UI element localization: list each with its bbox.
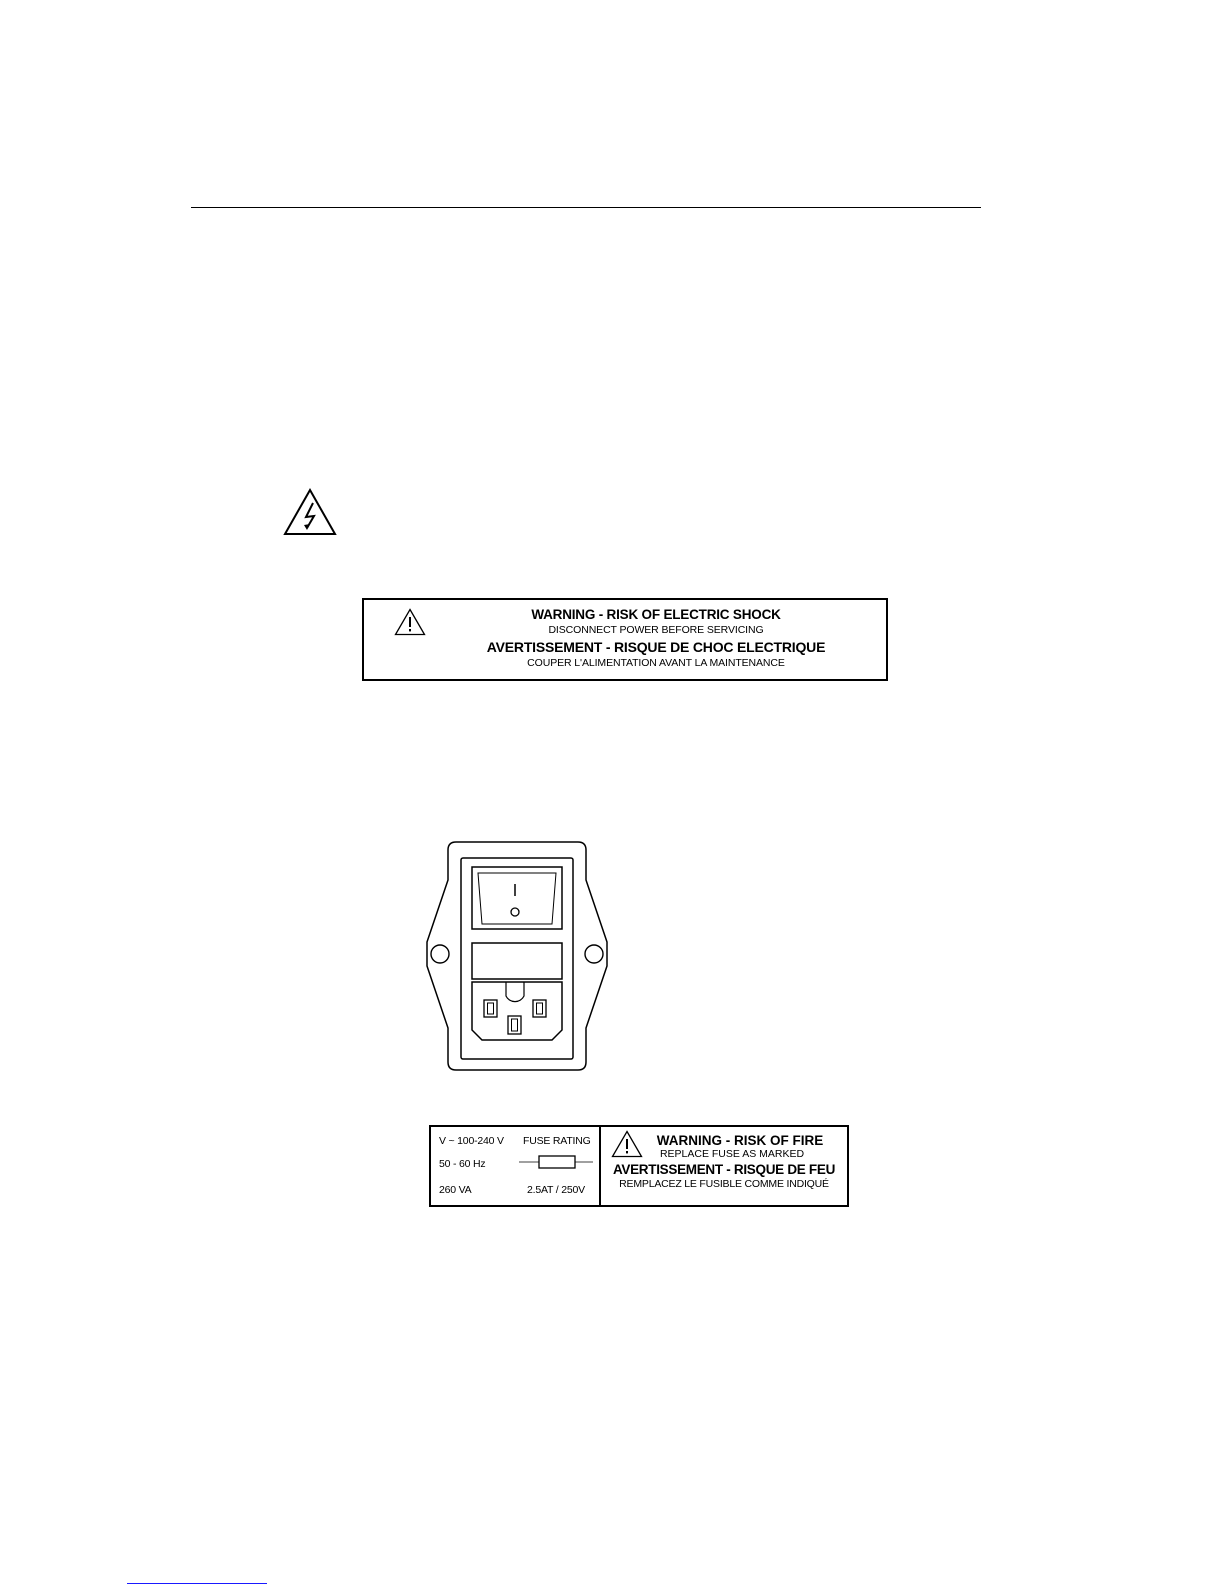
fuse-symbol-icon [519, 1154, 593, 1170]
voltage-rating: V ~ 100-240 V [439, 1135, 504, 1147]
fire-warning-en: WARNING - RISK OF FIRE [656, 1133, 824, 1148]
header-rule [191, 207, 981, 208]
rocker-switch [472, 867, 562, 929]
shock-instruction-en: DISCONNECT POWER BEFORE SERVICING [548, 624, 764, 636]
mounting-hole-left [431, 945, 449, 963]
fuse-value: 2.5AT / 250V [527, 1184, 585, 1196]
mounting-hole-right [585, 945, 603, 963]
fuse-rating-heading: FUSE RATING [523, 1135, 591, 1147]
fuse-drawer [472, 943, 562, 979]
warning-triangle-icon [394, 608, 426, 636]
fuse-rating-label [429, 1125, 849, 1207]
power-rating: 260 VA [439, 1184, 472, 1196]
fire-instruction-en: REPLACE FUSE AS MARKED [659, 1148, 805, 1160]
fire-warning-fr: AVERTISSEMENT - RISQUE DE FEU [612, 1162, 836, 1177]
frequency-rating: 50 - 60 Hz [439, 1158, 486, 1170]
power-entry-module-diagram [424, 840, 610, 1072]
shock-instruction-fr: COUPER L'ALIMENTATION AVANT LA MAINTENANCE [527, 657, 785, 669]
shock-warning-en: WARNING - RISK OF ELECTRIC SHOCK [531, 607, 781, 622]
shock-warning-fr: AVERTISSEMENT - RISQUE DE CHOC ELECTRIQUE [486, 639, 826, 655]
electric-shock-warning-label [362, 598, 888, 681]
fire-instruction-fr: REMPLACEZ LE FUSIBLE COMME INDIQUÉ [619, 1178, 829, 1190]
high-voltage-icon [282, 487, 338, 537]
footer-link-underline [127, 1583, 267, 1584]
